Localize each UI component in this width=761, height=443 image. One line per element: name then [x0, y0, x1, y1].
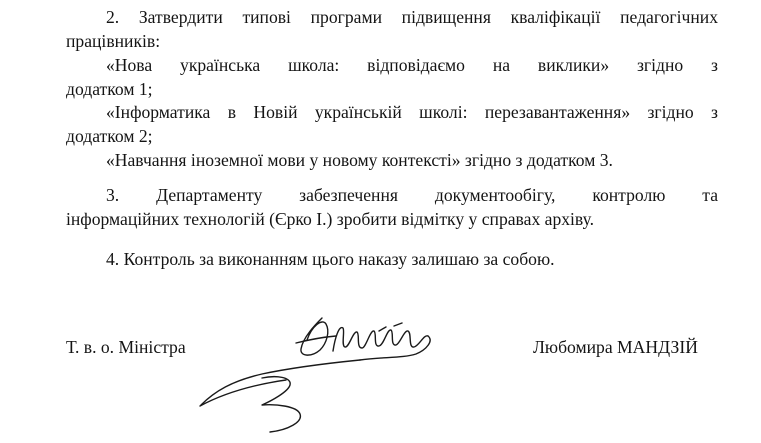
program-item-2-line-1: «Інформатика в Новій українській школі: перезавантаження» згідно з: [106, 102, 718, 122]
signatory-position-label: Т. в. о. Міністра: [66, 337, 186, 357]
program-item-1-line-2: додатком 1;: [66, 79, 153, 99]
program-item-1-line-1: «Нова українська школа: відповідаємо на виклики» згідно з: [106, 55, 718, 75]
paragraph-2-line-1: 2. Затвердити типові програми підвищення кваліфікації педагогічних: [106, 7, 718, 27]
signatory-name: Любомира МАНДЗІЙ: [533, 337, 698, 357]
paragraph-4-line-1: 4. Контроль за виконанням цього наказу залишаю за собою.: [106, 249, 555, 269]
paragraph-3-line-1: 3. Департаменту забезпечення документообігу, контролю та: [106, 185, 718, 205]
program-item-3-line-1: «Навчання іноземної мови у новому контексті» згідно з додатком 3.: [106, 150, 613, 170]
paragraph-2-line-2: працівників:: [66, 31, 161, 51]
paragraph-3-line-2: інформаційних технологій (Єрко І.) зробити відмітку у справах архіву.: [66, 209, 595, 229]
program-item-2-line-2: додатком 2;: [66, 126, 153, 146]
